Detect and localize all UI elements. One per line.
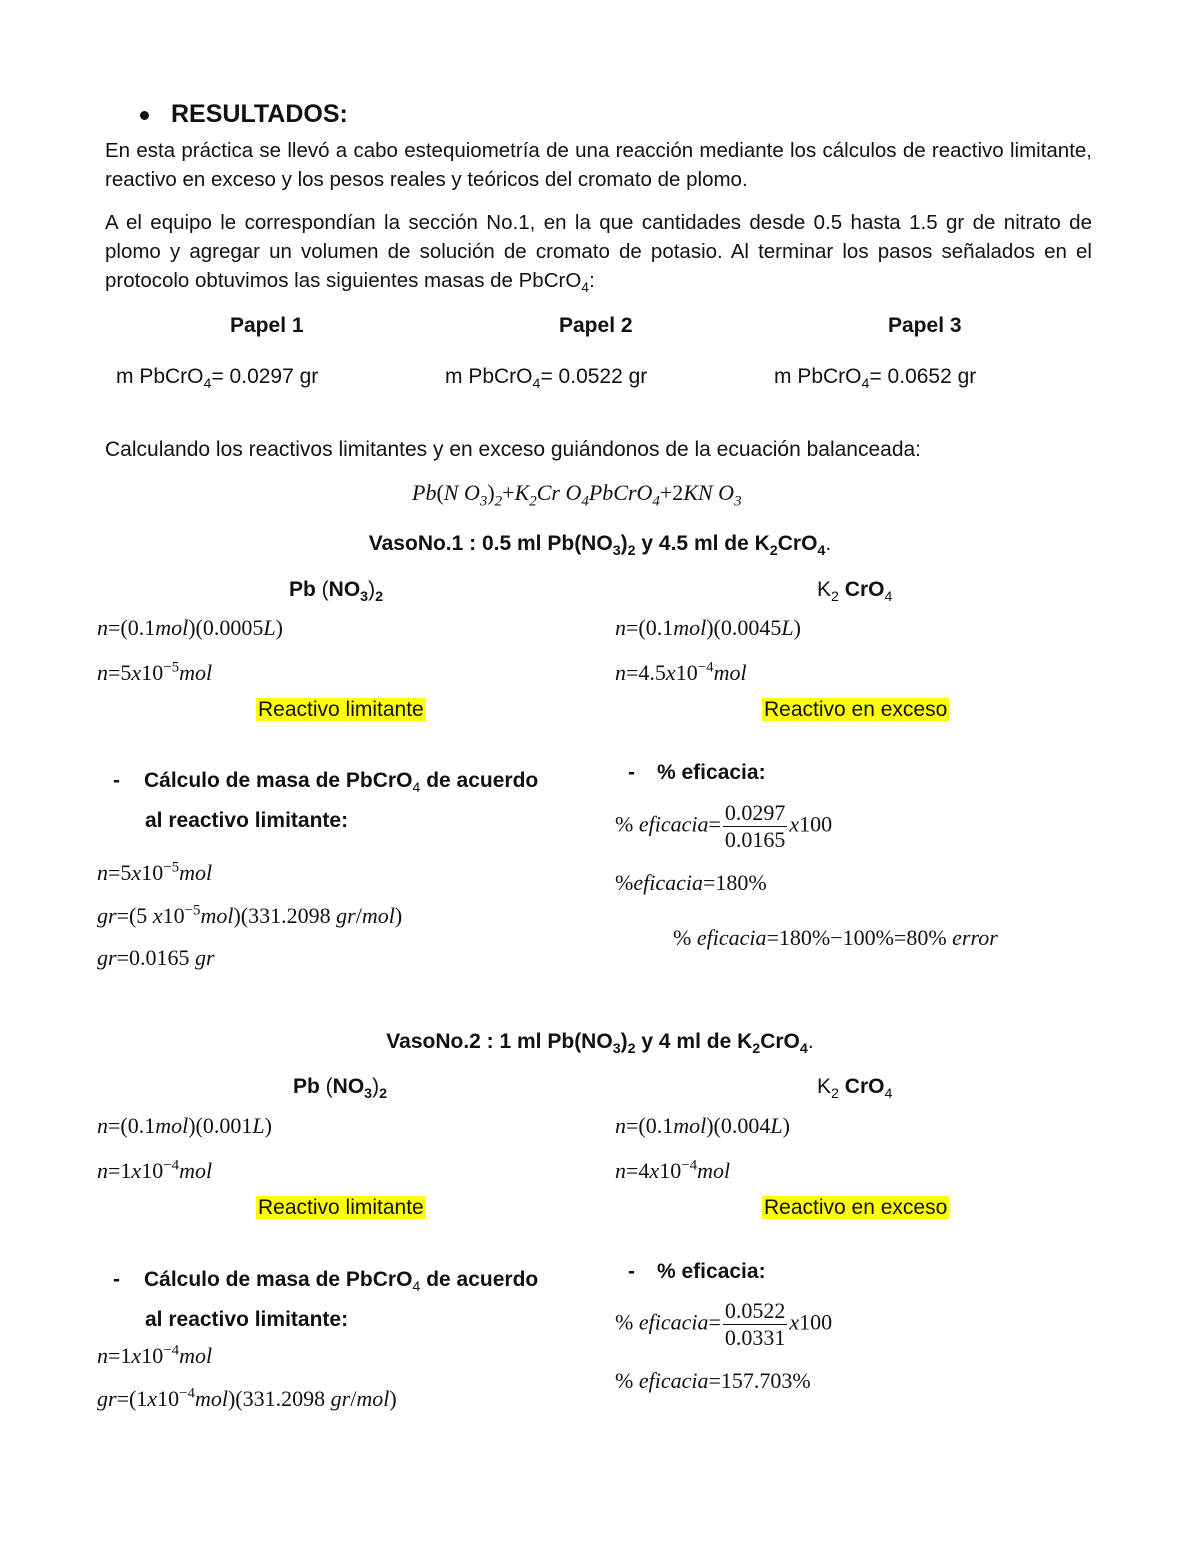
vaso2-mass-gr-formula: $gr=(1x10^{-4}mol)(331.2098$ gr/mol) [97,1385,397,1411]
vaso2-right-n-formula: n=(0.1mol)(0.004L) [615,1113,790,1138]
vaso1-title: VasoNo.1 : 0.5 ml $Pb(NO_3)_2$ y 4.5 ml de $K_2CrO_4$. [368,532,832,560]
vaso2-left-n-formula: n=(0.1mol)(0.001L) [97,1113,272,1138]
balanced-equation: Pb(N $O_3)_2+K_2Cr$ $O_4PbCrO_4+2KN$ $O_3$ [412,480,742,510]
vaso1-eficacia-formula: % eficacia= $\frac{0.0297}{0.0165}$ x100 [615,800,833,852]
vaso1-limitante-badge: Reactivo limitante [258,698,424,721]
team-paragraph: A el equipo le correspondían la sección No.1, en la que cantidades desde 0.5 hasta 1.5 gr de nitrato de plomo y agregar un volumen de solución de cromato de potasio. Al terminar los pasos señalados en el protocolo obtuvimos las siguientes masas de PbCrO$_4$: [105,211,1092,296]
vaso1-left-header: Pb $(NO_3)_2$ [289,578,384,606]
vaso1-left-n-formula: n=(0.1mol)(0.0005L) [97,615,283,640]
bullet-icon [140,111,149,120]
vaso1-mass-gr-formula: gr=(5 $x10^{-5}mol)(331.2098$ gr/mol) [97,902,403,928]
vaso1-mass-calc-heading: - Cálculo de masa de PbCrO$_4$ de acuerdo al reactivo limitante: [113,769,539,832]
vaso2-eficacia-formula: % eficacia= $\frac{0.0522}{0.0331}$ x100 [615,1298,833,1350]
vaso1-eficacia-heading: - % eficacia: [628,761,766,784]
vaso2-mass-calc-heading: - Cálculo de masa de PbCrO$_4$ de acuerdo al reactivo limitante: [113,1268,539,1331]
vaso2-right-header: $K_2$ CrO$_4$ [817,1075,893,1103]
vaso1-eficacia-error: % eficacia=180%−100%=80% error [673,925,998,950]
intro-paragraph: En esta práctica se llevó a cabo estequiometría de una reacción mediante los cálculos de reactivo limitante, reactivo en exceso y los pesos reales y teóricos del cromato de plomo. [105,139,1092,191]
vaso1-right-header: $K_2$ CrO$_4$ [817,578,893,606]
vaso2-eficacia-heading: - % eficacia: [628,1260,766,1283]
vaso1-mass-n: $n=5x10^{-5}mol$ [97,859,213,885]
paper-3-mass: m PbCrO$_4$= 0.0652 gr [774,365,977,393]
paper-2-label: Papel 2 [559,314,633,337]
vaso1-left-n-result: $n=5x10^{-5}mol$ [97,659,213,685]
section-title: RESULTADOS: [140,100,348,129]
vaso1-mass-gr-result: gr=0.0165 gr [97,945,215,970]
vaso2-eficacia-result: % eficacia=157.703% [615,1368,811,1393]
paper-2-mass: m PbCrO$_4$= 0.0522 gr [445,365,648,393]
vaso2-title: VasoNo.2 : 1 ml $Pb(NO_3)_2$ y 4 ml de $K_2CrO_4$. [386,1030,814,1058]
vaso1-right-n-formula: n=(0.1mol)(0.0045L) [615,615,801,640]
paper-3-label: Papel 3 [888,314,962,337]
calc-intro: Calculando los reactivos limitantes y en exceso guiándonos de la ecuación balanceada: [105,438,922,461]
vaso1-exceso-badge: Reactivo en exceso [764,698,948,721]
vaso2-limitante-badge: Reactivo limitante [258,1196,424,1219]
vaso2-left-header: Pb $(NO_3)_2$ [293,1075,388,1103]
paper-1-label: Papel 1 [230,314,304,337]
vaso1-right-n-result: $n=4.5x10^{-4}mol$ [615,659,747,685]
paper-1-mass: m PbCrO$_4$= 0.0297 gr [116,365,319,393]
vaso2-mass-n: $n=1x10^{-4}mol$ [97,1342,213,1368]
vaso2-right-n-result: $n=4x10^{-4}mol$ [615,1157,731,1183]
vaso2-left-n-result: $n=1x10^{-4}mol$ [97,1157,213,1183]
vaso2-exceso-badge: Reactivo en exceso [764,1196,948,1219]
vaso1-eficacia-result: %eficacia=180% [615,870,767,895]
